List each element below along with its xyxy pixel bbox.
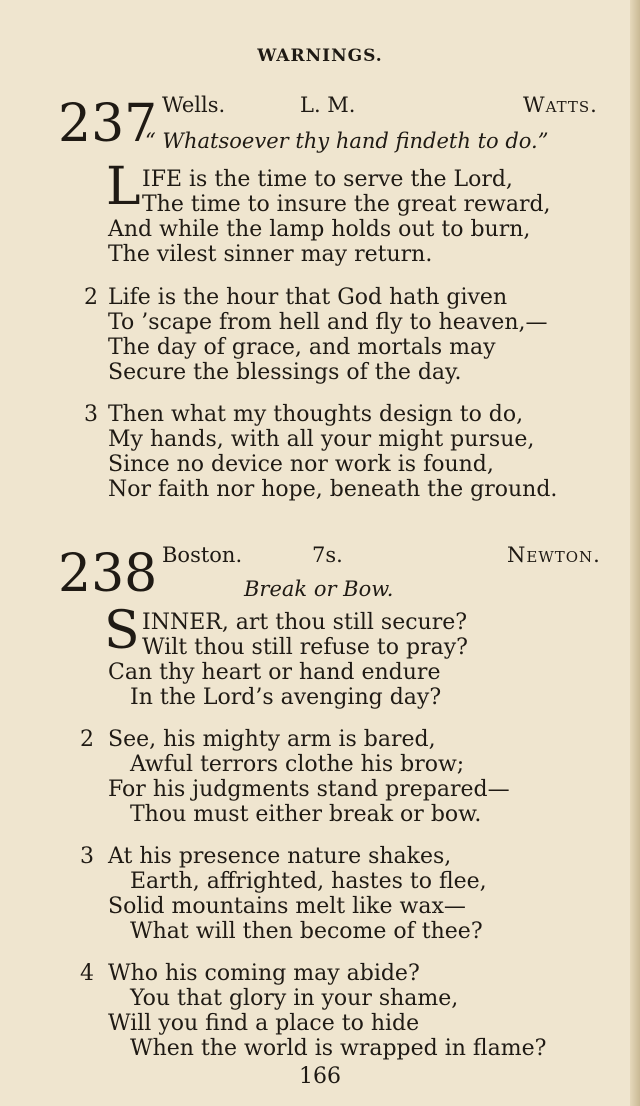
stanza-number: 3	[84, 402, 98, 427]
author: Newton.	[507, 543, 601, 567]
running-header: WARNINGS.	[257, 46, 383, 66]
verse-line: The day of grace, and mortals may	[108, 335, 496, 360]
verse-line: See, his mighty arm is bared,	[108, 727, 436, 752]
verse-line: Then what my thoughts design to do,	[108, 402, 524, 427]
page-edge	[630, 0, 640, 1106]
verse-line: Earth, affrighted, hastes to flee,	[130, 869, 487, 894]
meter: 7s.	[312, 543, 343, 567]
verse-line: Secure the blessings of the day.	[108, 360, 462, 385]
verse-line: Life is the hour that God hath given	[108, 285, 508, 310]
verse-line: To ’scape from hell and fly to heaven,—	[108, 310, 548, 335]
drop-cap: S	[104, 601, 140, 661]
hymn-subtitle: “ Whatsoever thy hand findeth to do.”	[145, 129, 549, 153]
verse-line: IFE is the time to serve the Lord,	[142, 167, 513, 192]
verse-line: Nor faith nor hope, beneath the ground.	[108, 477, 558, 502]
verse-line: My hands, with all your might pursue,	[108, 427, 535, 452]
verse-line: Who his coming may abide?	[108, 961, 420, 986]
verse-line: Thou must either break or bow.	[130, 802, 482, 827]
verse-line: The time to insure the great reward,	[142, 192, 551, 217]
verse-line: Awful terrors clothe his brow;	[130, 752, 465, 777]
verse-line: When the world is wrapped in flame?	[130, 1036, 547, 1061]
stanza-number: 4	[80, 961, 94, 986]
verse-line: For his judgments stand prepared—	[108, 777, 510, 802]
hymn-number: 238	[58, 544, 158, 604]
verse-line: And while the lamp holds out to burn,	[108, 217, 531, 242]
verse-line: You that glory in your shame,	[130, 986, 459, 1011]
verse-line: The vilest sinner may return.	[108, 242, 433, 267]
drop-cap: L	[106, 157, 141, 217]
page-number: 166	[299, 1064, 341, 1089]
verse-line: Solid mountains melt like wax—	[108, 894, 466, 919]
tune-name: Wells.	[162, 93, 226, 117]
stanza-number: 2	[84, 285, 98, 310]
hymn-subtitle: Break or Bow.	[244, 577, 394, 601]
verse-line: What will then become of thee?	[130, 919, 483, 944]
verse-line: Since no device nor work is found,	[108, 452, 494, 477]
verse-line: In the Lord’s avenging day?	[130, 685, 442, 710]
tune-name: Boston.	[162, 543, 243, 567]
verse-line: Will you find a place to hide	[108, 1011, 420, 1036]
verse-line: Wilt thou still refuse to pray?	[142, 635, 468, 660]
meter: L. M.	[300, 93, 356, 117]
verse-line: At his presence nature shakes,	[108, 844, 452, 869]
verse-line: INNER, art thou still secure?	[142, 610, 468, 635]
hymn-number: 237	[58, 94, 158, 154]
verse-line: Can thy heart or hand endure	[108, 660, 441, 685]
stanza-number: 3	[80, 844, 94, 869]
author: Watts.	[523, 93, 598, 117]
stanza-number: 2	[80, 727, 94, 752]
